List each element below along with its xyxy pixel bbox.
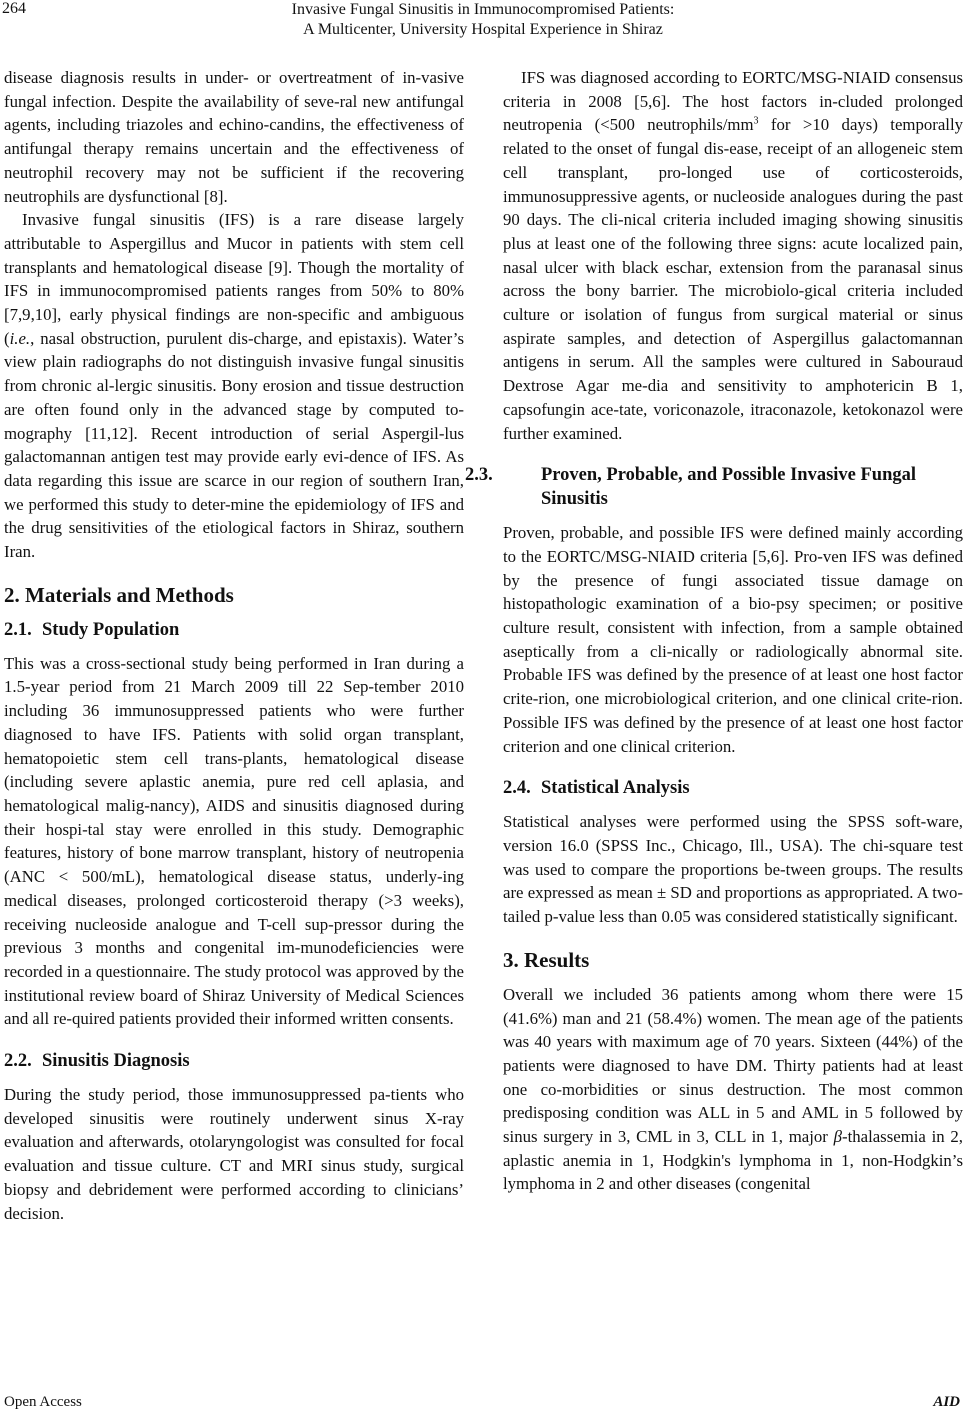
- subsection-title: Study Population: [42, 619, 180, 640]
- italic-text: β: [833, 1127, 842, 1147]
- subsection-number: 2.3.: [465, 465, 493, 486]
- subsection-title: Statistical Analysis: [541, 778, 690, 799]
- subsection-heading-sinusitis-diagnosis: [4, 1049, 464, 1073]
- paragraph-study-population: This was a cross-sectional study being performed in Iran during a 1.5-year period from 21 March 2009 till 22 Sep-tember 2010 including 36 immunosuppressed patients who were further diagnosed to have IFS. Patients with solid organ transplant, hematopoietic stem cell trans-plants, hematological disease (including severe aplastic anemia, pure red cell aplasia, and hematological malig-nancy), AIDS and sinusitis diagnosed during their hospi-tal stay were enrolled in this study. Demographic features, history of bone marrow transplant, history of neutropenia (ANC < 500/mL), hematological disease status, underly-ing medical diseases, prolonged corticosteroid therapy (>3 weeks), receiving nucleoside analogue and T-cell sup-pressor during the previous 3 months and congenital im-munodeficiencies were recorded in a questionnaire. The study protocol was approved by the institutional review board of Shiraz University of Medical Sciences and all re-quired patients provided their informed written consents.: [4, 653, 464, 1029]
- text-span: Overall we included 36 patients among whom there were 15 (41.6%) man and 21 (58.4%) women. The mean age of the patients was 40 years with maximum age of 70 years. Sixteen (44%) of the patients were diagnosed to have DM. Thirty patients had at least one co-morbidities or sinus destruction. The most common predisposing condition was ALL in 5 and AML in 5 followed by sinus surgery in 3, CML in 3, CLL in 1, major: [503, 984, 963, 1147]
- text-span: , nasal obstruction, purulent dis-charge, and epistaxis). Water’s view plain radiographs do not distinguish invasive fungal sinusitis from chronic al-lergic sinusitis. Bony erosion and tissue destruction are often found only in the advanced stage by computed to-mography [11,12]. Recent introduction of serial Aspergil-lus galactomannan antigen test may provide early evi-dence of IFS. As data regarding this issue are scarce in our region of southern Iran, we performed this study to deter-mine the epidemiology of IFS and the drug sensitivities of the etiological factors in Shiraz, southern Iran.: [4, 328, 464, 562]
- section-heading-results: 3. Results: [503, 947, 590, 972]
- paragraph-ifs-definitions: Proven, probable, and possible IFS were defined mainly according to the EORTC/MSG-NIAID criteria [5,6]. Pro-ven IFS was defined by the presence of fungi associated tissue damage on histopathologic examination of a bio-psy specimen; or positive culture result, consistent with infection, from a sample obtained aseptically from a cli-nically or radiologically abnormal site. Probable IFS was defined by the presence of at least one host factor crite-rion, one microbiological criterion, and one clinical crite-rion. Possible IFS was defined by the presence of at least one host factor criterion and one clinical criterion.: [503, 523, 963, 756]
- italic-text: i.e.: [9, 328, 31, 348]
- running-header-line-2: A Multicenter, University Hospital Experience in Shiraz: [303, 21, 663, 38]
- text-span: IFS was diagnosed according to EORTC/MSG-NIAID consensus criteria in 2008 [5,6]. The host factors in-cluded prolonged neutropenia (<500 neutrophils/mm: [503, 68, 963, 135]
- subsection-number: 2.4.: [503, 778, 531, 799]
- subsection-title: Sinusitis Diagnosis: [42, 1051, 190, 1072]
- paragraph-eortc-criteria: [503, 66, 963, 445]
- subsection-heading-proven-probable-possible: [465, 463, 963, 511]
- page-number: 264: [2, 0, 26, 17]
- footer-journal-abbrev: AID: [933, 1394, 960, 1410]
- text-span: -thalassemia in 2, aplastic anemia in 1, Hodgkin's lymphoma in 1, non-Hodgkin’s lymphoma in 2 and other diseases (congenital: [503, 1127, 963, 1194]
- paragraph-sinusitis-diagnosis: During the study period, those immunosuppressed pa-tients who developed sinusitis were routinely underwent sinus X-ray evaluation and afterwards, otolaryngologist was consulted for focal evaluation and tissue culture. CT and MRI sinus study, surgical biopsy and debridement were performed according to clinicians’ decision.: [4, 1085, 464, 1223]
- text-span: Invasive fungal sinusitis (IFS) is a rare disease largely attributable to Aspergillus and Mucor in patients with stem cell transplants and hematological disease [9]. Though the mortality of IFS in immunocompromised patients ranges from 50% to 80% [7,9,10], early physical findings are non-specific and ambiguous (: [4, 210, 464, 348]
- paragraph-results: [503, 983, 963, 1196]
- subsection-title: Proven, Probable, and Possible Invasive Fungal Sinusitis: [541, 465, 917, 510]
- subsection-number: 2.2.: [4, 1051, 32, 1072]
- subsection-heading-statistical-analysis: [503, 776, 963, 800]
- paragraph-ifs-background: [4, 208, 464, 564]
- subsection-heading-study-population: [4, 618, 464, 642]
- running-header: [0, 0, 966, 40]
- right-column: [465, 66, 964, 1196]
- footer-open-access: Open Access: [4, 1394, 82, 1410]
- left-column: [4, 66, 464, 1225]
- running-header-line-1: Invasive Fungal Sinusitis in Immunocompromised Patients:: [291, 1, 675, 18]
- superscript: 3: [753, 115, 759, 127]
- subsection-number: 2.1.: [4, 619, 32, 640]
- paragraph-statistical-analysis: Statistical analyses were performed using the SPSS soft-ware, version 16.0 (SPSS Inc., Chicago, Ill., USA). The chi-square test was used to compare the proportions be-tween groups. The results are expressed as mean ± SD and proportions as appropriated. A two-tailed p-value less than 0.05 was considered statistically significant.: [503, 812, 963, 927]
- section-heading-materials-methods: 2. Materials and Methods: [4, 582, 234, 607]
- paragraph-intro-end: disease diagnosis results in under- or overtreatment of in-vasive fungal infection. Despite the availability of seve-ral new antifungal agents, including triazoles and echino-candins, the effectiveness of antifungal therapy remains uncertain and the effectiveness of neutrophil recovery may not be sufficient if the recovering neutrophils are dysfunctional [8].: [4, 68, 464, 206]
- text-span: for >10 days) temporally related to the onset of fungal dis-ease, receipt of an allogeneic stem cell transplant, pro-longed use of corticosteroids, immunosuppressive agents, or nucleoside analogues during the past 90 days. The cli-nical criteria included imaging showing sinusitis plus at least one of the following three signs: acute localized pain, nasal ulcer with black eschar, extension from the paranasal sinus across the bony barrier. The microbiolo-gical criteria included culture or isolation of fungus from surgical material or sinus aspirate samples, and detection of Aspergillus galactomannan antigens in serum. All the samples were cultured in Sabouraud Dextrose Agar me-dia and sensitivity to amphotericin B 1, capsofungin ace-tate, voriconazole, itraconazole, ketokonazol were further examined.: [503, 115, 964, 443]
